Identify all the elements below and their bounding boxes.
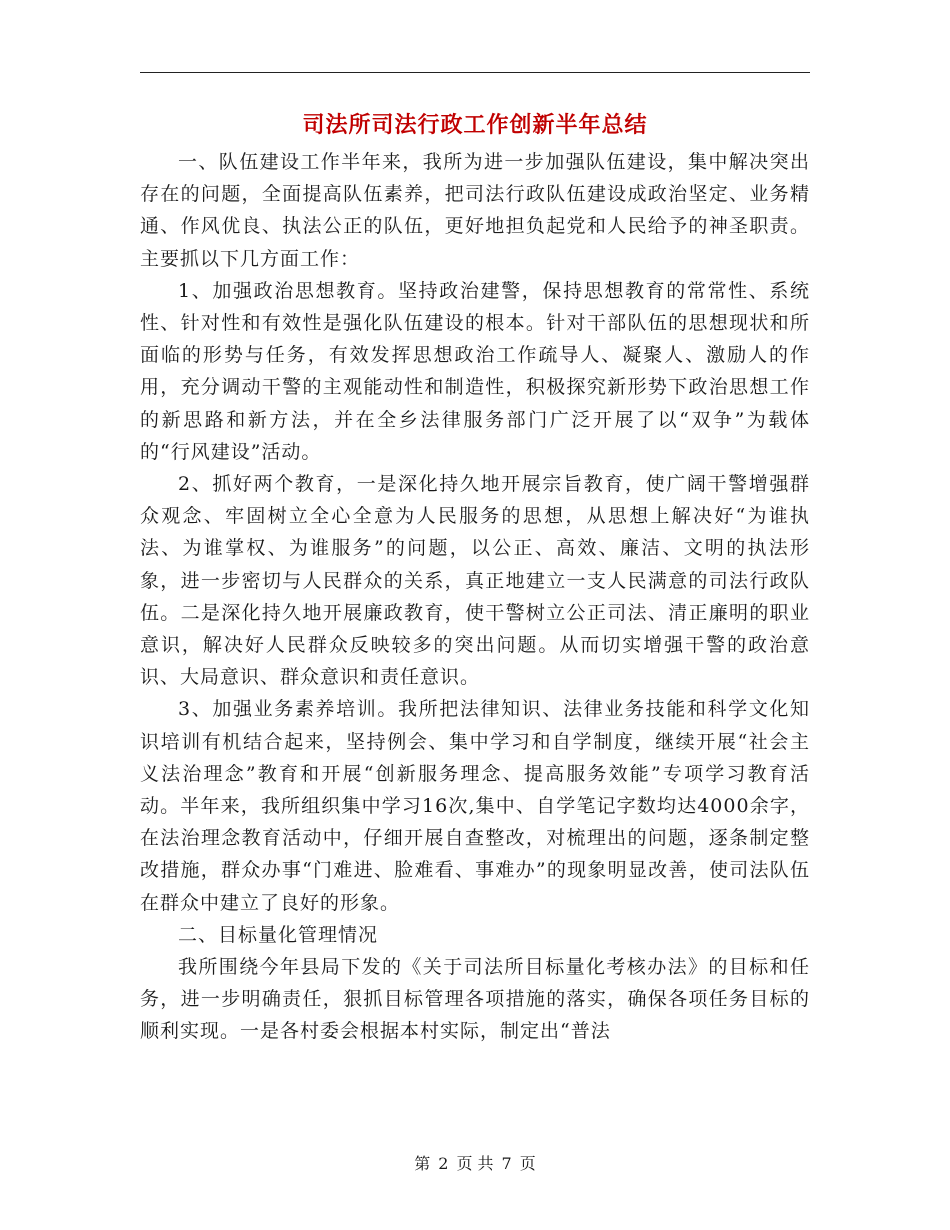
footer-prefix: 第 (414, 1154, 431, 1173)
document-title: 司法所司法行政工作创新半年总结 (302, 113, 648, 138)
section-heading-target-management: 二、目标量化管理情况 (178, 923, 379, 946)
document-body (140, 146, 810, 1048)
header-rule (140, 72, 810, 73)
paragraph-team-building: 一、队伍建设工作半年来，我所为进一步加强队伍建设，集中解决突出存在的问题，全面提高队伍素养，把司法行政队伍建设成政治坚定、业务精通、作风优良、执法公正的队伍，更好地担负起党和人民给予的神圣职责。主要抓以下几方面工作： (140, 151, 810, 270)
footer-suffix: 页 (519, 1154, 536, 1173)
footer-middle: 页 共 (456, 1154, 494, 1173)
paragraph-target-management: 我所围绕今年县局下发的《关于司法所目标量化考核办法》的目标和任务，进一步明确责任，狠抓目标管理各项措施的落实，确保各项任务目标的顺利实现。一是各村委会根据本村实际，制定出“普法 (140, 956, 810, 1043)
paragraph-business-training: 3、加强业务素养培训。我所把法律知识、法律业务技能和科学文化知识培训有机结合起来，坚持例会、集中学习和自学制度，继续开展“社会主义法治理念”教育和开展“创新服务理念、提高服务效能”专项学习教育活动。半年来，我所组织集中学习16次,集中、自学笔记字数均达4000余字，在法治理念教育活动中，仔细开展自查整改，对梳理出的问题，逐条制定整改措施，群众办事“门难进、脸难看、事难办”的现象明显改善，使司法队伍在群众中建立了良好的形象。 (140, 698, 810, 914)
paragraph-two-educations: 2、抓好两个教育，一是深化持久地开展宗旨教育，使广阔干警增强群众观念、牢固树立全心全意为人民服务的思想，从思想上解决好“为谁执法、为谁掌权、为谁服务”的问题，以公正、高效、廉洁、文明的执法形象，进一步密切与人民群众的关系，真正地建立一支人民满意的司法行政队伍。二是深化持久地开展廉政教育，使干警树立公正司法、清正廉明的职业意识，解决好人民群众反映较多的突出问题。从而切实增强干警的政治意识、大局意识、群众意识和责任意识。 (140, 473, 810, 689)
paragraph-political-education: 1、加强政治思想教育。坚持政治建警，保持思想教育的常常性、系统性、针对性和有效性是强化队伍建设的根本。针对干部队伍的思想现状和所面临的形势与任务，有效发挥思想政治工作疏导人、凝聚人、激励人的作用，充分调动干警的主观能动性和制造性，积极探究新形势下政治思想工作的新思路和新方法，并在全乡法律服务部门广泛开展了以“双争”为载体的“行风建设”活动。 (140, 279, 810, 463)
total-page-count: 7 (501, 1154, 512, 1173)
page-footer (0, 1151, 950, 1177)
current-page-number: 2 (438, 1154, 449, 1173)
